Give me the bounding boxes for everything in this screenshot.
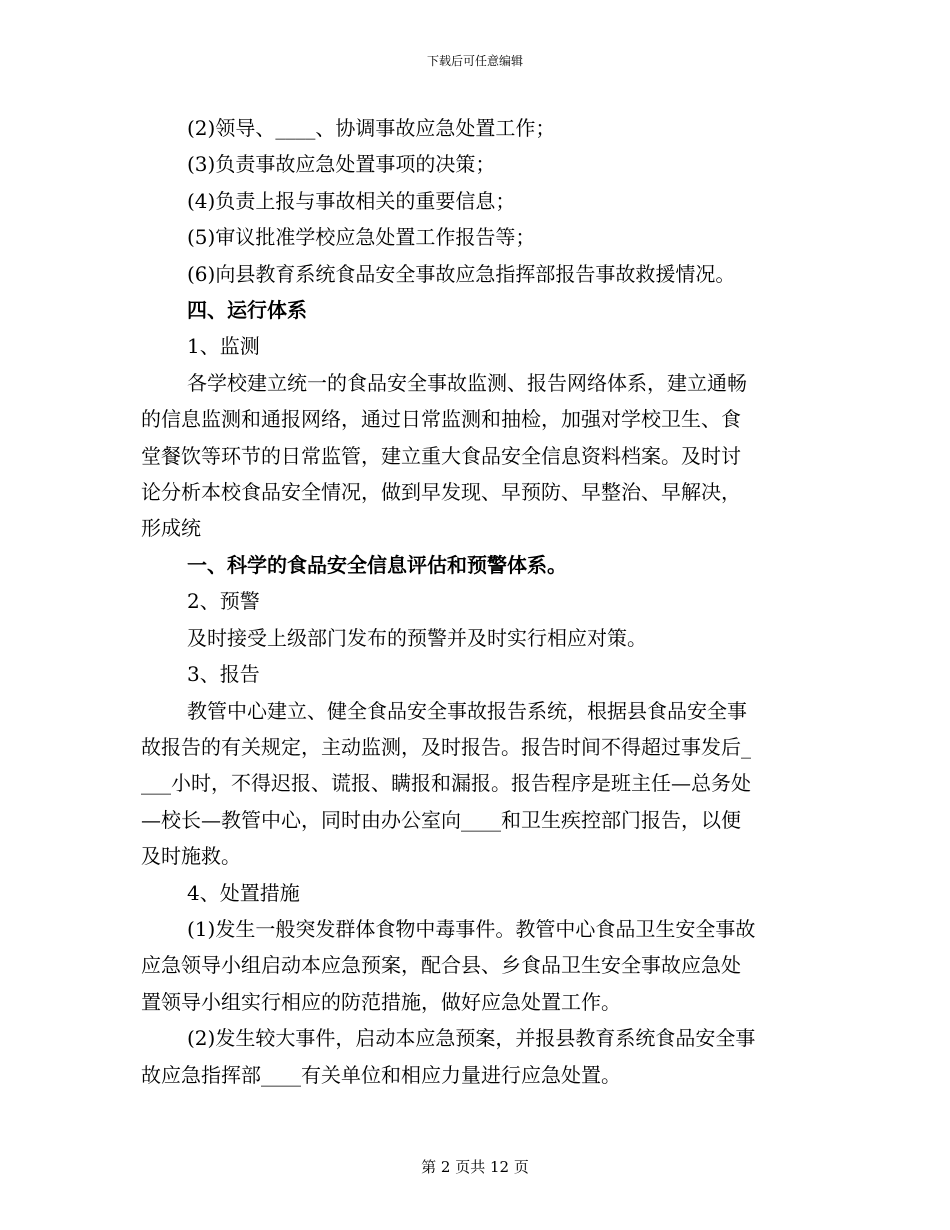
text-line: (6)向县教育系统食品安全事故应急指挥部报告事故救援情况。: [187, 261, 736, 286]
text-line: 及时施救。: [141, 844, 241, 869]
section-heading: 一、科学的食品安全信息评估和预警体系。: [187, 552, 567, 577]
text-line: (2)发生较大事件，启动本应急预案，并报县教育系统食品安全事: [187, 1026, 756, 1051]
text-line: 3、报告: [187, 662, 260, 687]
text-line: 2、预警: [187, 589, 260, 614]
text-line: 1、监测: [187, 334, 260, 359]
text-line: (1)发生一般突发群体食物中毒事件。教管中心食品卫生安全事故: [187, 916, 756, 941]
text-line: 形成统: [141, 516, 201, 541]
text-line: (3)负责事故应急处置事项的决策；: [187, 152, 496, 177]
text-line: (4)负责上报与事故相关的重要信息；: [187, 188, 516, 213]
text-line: 4、处置措施: [187, 880, 300, 905]
text-line: 及时接受上级部门发布的预警并及时实行相应对策。: [187, 625, 647, 650]
page-footer: 第 2 页共 12 页: [421, 1158, 529, 1176]
text-line: 故报告的有关规定，主动监测，及时报告。报告时间不得超过事发后_: [141, 734, 751, 759]
text-line: (2)领导、____、协调事故应急处置工作；: [187, 116, 556, 140]
text-line: 故应急指挥部____有关单位和相应力量进行应急处置。: [141, 1062, 621, 1087]
text-line: (5)审议批准学校应急处置工作报告等；: [187, 225, 536, 250]
text-line: ___小时，不得迟报、谎报、瞒报和漏报。报告程序是班主任—总务处: [141, 771, 751, 796]
text-line: —校长—教管中心，同时由办公室向____和卫生疾控部门报告，以便: [141, 807, 741, 832]
text-line: 各学校建立统一的食品安全事故监测、报告网络体系，建立通畅: [187, 370, 747, 395]
text-line: 置领导小组实行相应的防范措施，做好应急处置工作。: [141, 989, 621, 1014]
text-line: 应急领导小组启动本应急预案，配合县、乡食品卫生安全事故应急处: [141, 953, 741, 978]
text-line: 的信息监测和通报网络，通过日常监测和抽检，加强对学校卫生、食: [141, 407, 741, 432]
section-heading: 四、运行体系: [187, 298, 307, 323]
text-line: 教管中心建立、健全食品安全事故报告系统，根据县食品安全事: [187, 698, 747, 723]
text-line: 论分析本校食品安全情况，做到早发现、早预防、早整治、早解决，: [141, 480, 741, 505]
text-line: 堂餐饮等环节的日常监管，建立重大食品安全信息资料档案。及时讨: [141, 443, 741, 468]
document-body: [141, 110, 813, 1093]
page-header: 下载后可任意编辑: [426, 54, 523, 68]
